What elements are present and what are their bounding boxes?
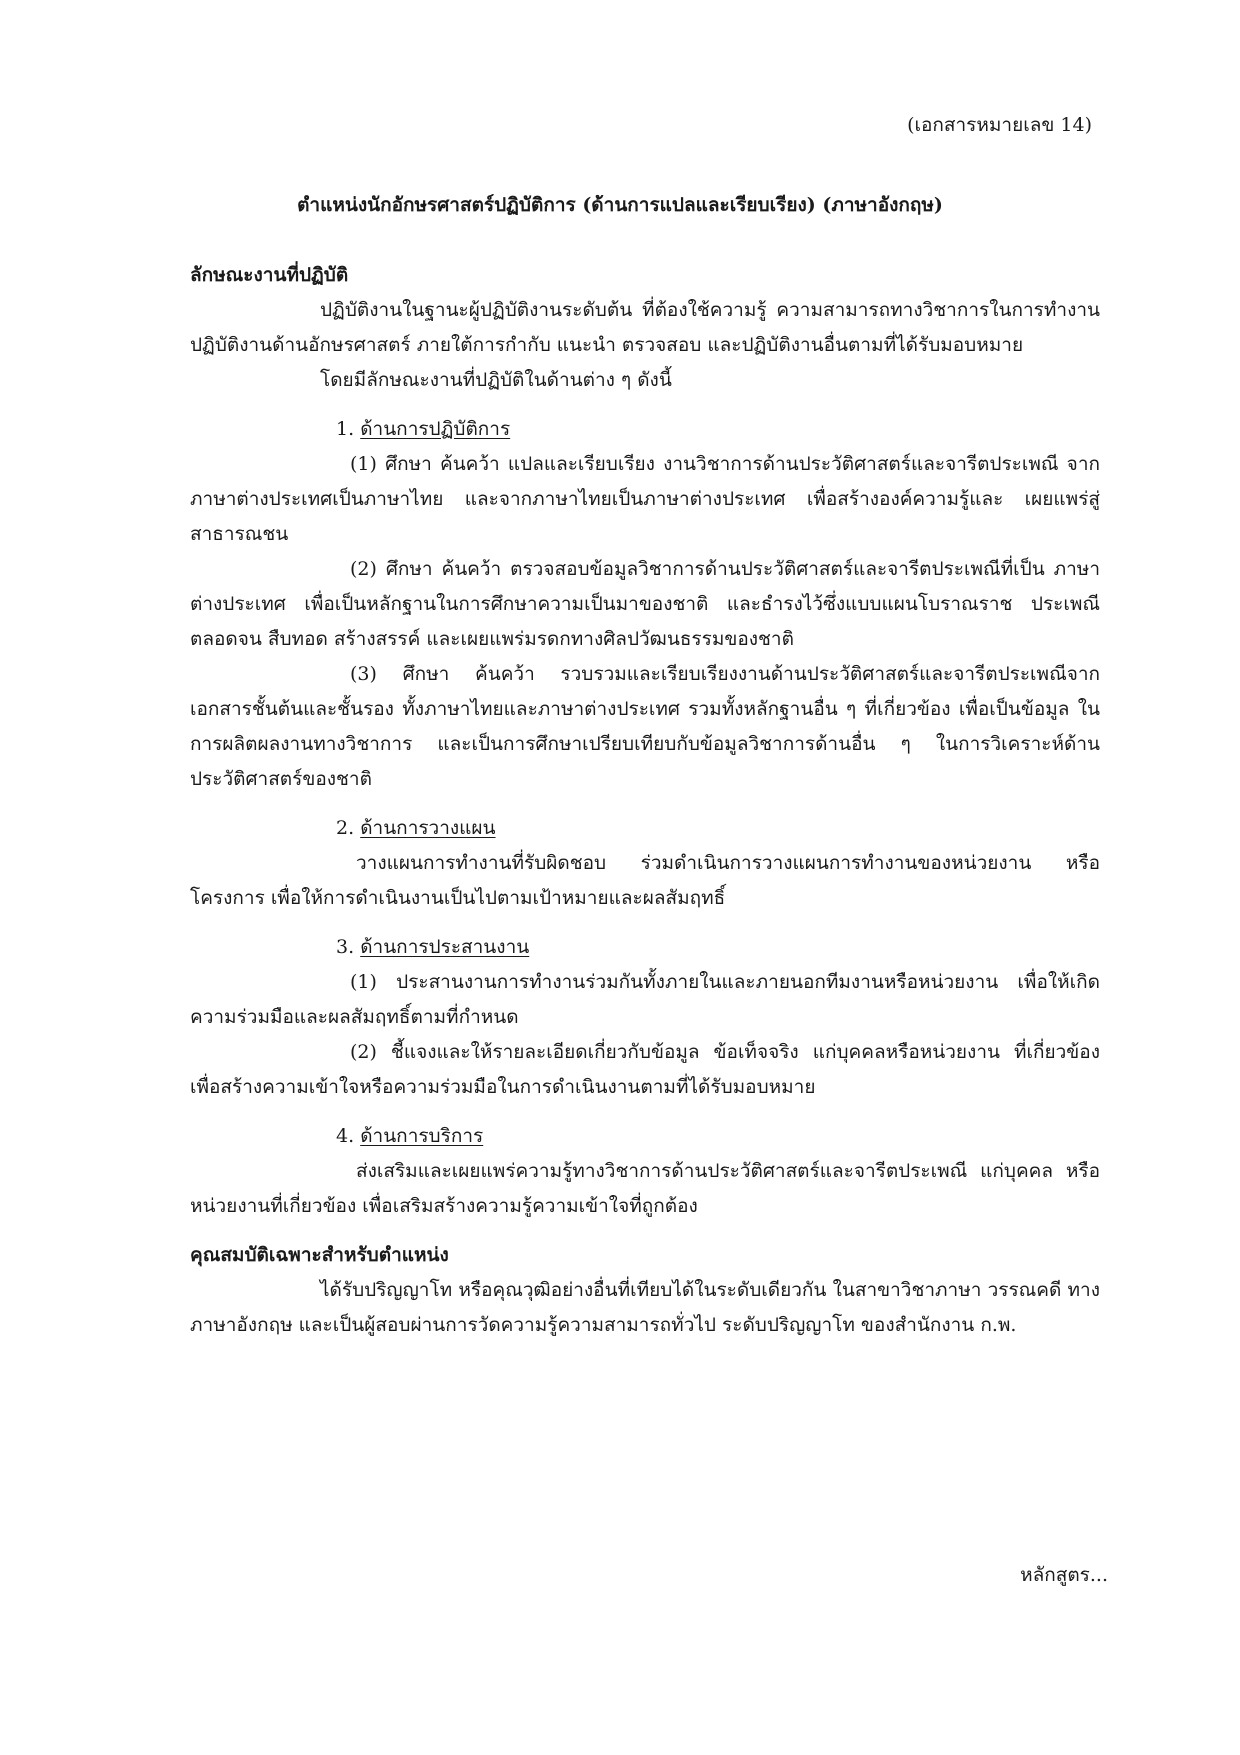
area-2-item-1: วางแผนการทำงานที่รับผิดชอบ ร่วมดำเนินการวางแผนการทำงานของหน่วยงาน หรือโครงการ เพื่อให้การดำเนินงานเป็นไปตามเป้าหมายและผลสัมฤทธิ์	[190, 852, 1100, 909]
area-4-item-1: ส่งเสริมและเผยแพร่ความรู้ทางวิชาการด้านประวัติศาสตร์และจารีตประเพณี แก่บุคคล หรือหน่วยงานที่เกี่ยวข้อง เพื่อเสริมสร้างความรู้ความเข้าใจที่ถูกต้อง	[190, 1160, 1100, 1217]
area-3-number: 3.	[336, 936, 355, 958]
continued-label: หลักสูตร...	[1020, 1564, 1108, 1586]
area-1-title: ด้านการปฏิบัติการ	[360, 418, 511, 440]
area-3-title: ด้านการประสานงาน	[360, 936, 530, 958]
area-1-item-1: (1) ศึกษา ค้นคว้า แปลและเรียบเรียง งานวิชาการด้านประวัติศาสตร์และจารีตประเพณี จากภาษาต่างประเทศเป็นภาษาไทย และจากภาษาไทยเป็นภาษาต่างประเทศ เพื่อสร้างองค์ความรู้และ เผยแพร่สู่สาธารณชน	[190, 453, 1100, 545]
document-body	[190, 258, 1100, 1343]
document-title: ตำแหน่งนักอักษรศาสตร์ปฏิบัติการ (ด้านการแปลและเรียบเรียง) (ภาษาอังกฤษ)	[297, 194, 943, 216]
area-2-heading	[190, 811, 1100, 846]
area-2-number: 2.	[336, 817, 355, 839]
area-4-heading	[190, 1119, 1100, 1154]
area-1-item-3: (3) ศึกษา ค้นคว้า รวบรวมและเรียบเรียงงานด้านประวัติศาสตร์และจารีตประเพณีจาก เอกสารชั้นต้นและชั้นรอง ทั้งภาษาไทยและภาษาต่างประเทศ รวมทั้งหลักฐานอื่น ๆ ที่เกี่ยวข้อง เพื่อเป็นข้อมูล ในการผลิตผลงานทางวิชาการ และเป็นการศึกษาเปรียบเทียบกับข้อมูลวิชาการด้านอื่น ๆ ในการวิเคราะห์ด้าน ประวัติศาสตร์ของชาติ	[190, 663, 1100, 790]
document-number: (เอกสารหมายเลข 14)	[907, 114, 1092, 136]
area-2-title: ด้านการวางแผน	[360, 817, 496, 839]
area-4-number: 4.	[336, 1125, 355, 1147]
area-3-heading	[190, 930, 1100, 965]
qualification-text: ได้รับปริญญาโท หรือคุณวุฒิอย่างอื่นที่เทียบได้ในระดับเดียวกัน ในสาขาวิชาภาษา วรรณคดี ทางภาษาอังกฤษ และเป็นผู้สอบผ่านการวัดความรู้ความสามารถทั่วไป ระดับปริญญาโท ของสำนักงาน ก.พ.	[190, 1279, 1100, 1336]
area-3-item-2: (2) ชี้แจงและให้รายละเอียดเกี่ยวกับข้อมูล ข้อเท็จจริง แก่บุคคลหรือหน่วยงาน ที่เกี่ยวข้อง เพื่อสร้างความเข้าใจหรือความร่วมมือในการดำเนินงานตามที่ได้รับมอบหมาย	[190, 1041, 1100, 1098]
qualification-heading: คุณสมบัติเฉพาะสำหรับตำแหน่ง	[190, 1244, 449, 1266]
job-intro-2: โดยมีลักษณะงานที่ปฏิบัติในด้านต่าง ๆ ดังนี้	[320, 369, 672, 391]
area-1-item-2: (2) ศึกษา ค้นคว้า ตรวจสอบข้อมูลวิชาการด้านประวัติศาสตร์และจารีตประเพณีที่เป็น ภาษาต่างประเทศ เพื่อเป็นหลักฐานในการศึกษาความเป็นมาของชาติ และธำรงไว้ซึ่งแบบแผนโบราณราช ประเพณีตลอดจน สืบทอด สร้างสรรค์ และเผยแพร่มรดกทางศิลปวัฒนธรรมของชาติ	[190, 558, 1100, 650]
job-section-heading: ลักษณะงานที่ปฏิบัติ	[190, 264, 349, 286]
area-1-heading	[190, 412, 1100, 447]
area-3-item-1: (1) ประสานงานการทำงานร่วมกันทั้งภายในและภายนอกทีมงานหรือหน่วยงาน เพื่อให้เกิด ความร่วมมือและผลสัมฤทธิ์ตามที่กำหนด	[190, 971, 1100, 1028]
area-4-title: ด้านการบริการ	[360, 1125, 484, 1147]
job-intro: ปฏิบัติงานในฐานะผู้ปฏิบัติงานระดับต้น ที่ต้องใช้ความรู้ ความสามารถทางวิชาการในการทำงาน ปฏิบัติงานด้านอักษรศาสตร์ ภายใต้การกำกับ แนะนำ ตรวจสอบ และปฏิบัติงานอื่นตามที่ได้รับมอบหมาย	[190, 299, 1100, 356]
area-1-number: 1.	[336, 418, 355, 440]
